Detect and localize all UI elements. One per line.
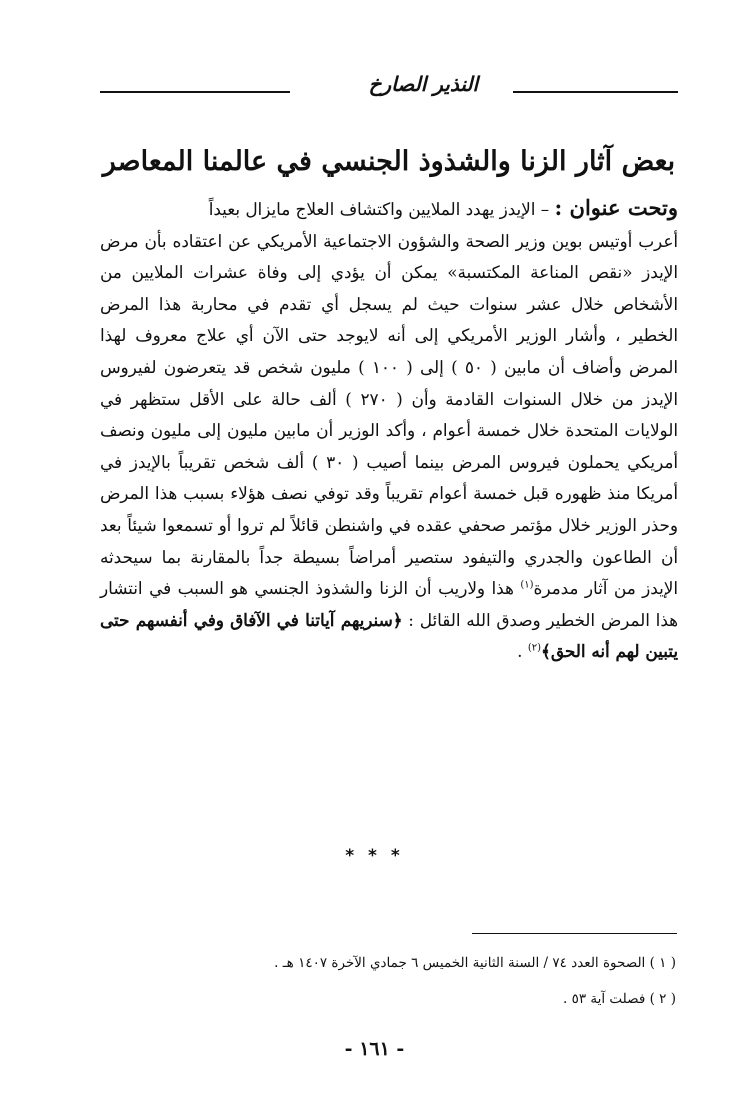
subtitle-label: وتحت عنوان : xyxy=(554,195,678,220)
end-mark: . xyxy=(517,641,523,662)
paragraph-after-ref1: هذا ولاريب أن الزنا والشذوذ الجنسي هو السبب في انتشار هذا المرض الخطير وصدق الله القائل : xyxy=(100,578,678,630)
footnote-2: ( ٢ ) فصلت آية ٥٣ . xyxy=(562,991,676,1007)
subtitle-line xyxy=(100,192,678,226)
running-title: النذير الصارخ xyxy=(368,72,478,96)
quran-verse: ﴿سنريهم آياتنا في الآفاق وفي أنفسهم حتى يتبين لهم أنه الحق﴾ xyxy=(100,609,678,662)
article-title: بعض آثار الزنا والشذوذ الجنسي في عالمنا المعاصر xyxy=(102,146,676,177)
article-body xyxy=(100,192,678,668)
footnote-ref-2: (٢) xyxy=(527,642,542,654)
paragraph-main: أعرب أوتيس بوين وزير الصحة والشؤون الاجتماعية الأمريكي عن اعتقاده بأن مرض الإيدز «نقص المناعة المكتسبة» يمكن أن يؤدي إلى وفاة عشرات الملايين من الأشخاص خلال عشر سنوات حيث لم يسجل أي تقدم في محاربة هذا المرض الخطير ، وأشار الوزير الأمريكي إلى أنه لايوجد حتى الآن أي علاج معروف لهذا المرض وأضاف أن مابين ( ٥٠ ) إلى ( ١٠٠ ) مليون شخص قد يتعرضون لفيروس الإيدز من خلال السنوات القادمة وأن ( ٢٧٠ ) ألف حالة على الأقل ستظهر في الولايات المتحدة خلال خمسة أعوام ، وأكد الوزير أن مابين مليون إلى مليون ونصف أمريكي يحملون فيروس المرض بينما أصيب ( ٣٠ ) ألف شخص تقريباً بالإيدز في أمريكا منذ ظهوره قبل خمسة أعوام تقريباً وقد توفي نصف هؤلاء بسبب هذا المرض وحذر الوزير خلال مؤتمر صحفي عقده في واشنطن قائلاً لم تروا أو تسمعوا شيئاً بعد أن الطاعون والجدري والتيفود ستصير أمراضاً بسيطة جداً بالمقارنة بما سيحدثه الإيدز من آثار مدمرة xyxy=(100,230,678,599)
section-separator: * * * xyxy=(345,846,404,866)
footnote-1: ( ١ ) الصحوة العدد ٧٤ / السنة الثانية الخميس ٦ جمادي الآخرة ١٤٠٧ هـ . xyxy=(274,955,676,971)
footnote-rule xyxy=(472,933,677,934)
header-rule-right xyxy=(513,91,678,93)
footnote-ref-1: (١) xyxy=(520,579,534,591)
main-paragraph xyxy=(100,226,678,668)
running-header xyxy=(100,72,678,102)
subtitle-text: – الإيدز يهدد الملايين واكتشاف العلاج مايزال بعيداً xyxy=(208,199,550,219)
page-number: - ١٦١ - xyxy=(344,1038,405,1060)
header-rule-left xyxy=(100,91,290,93)
footnotes xyxy=(100,945,676,1017)
